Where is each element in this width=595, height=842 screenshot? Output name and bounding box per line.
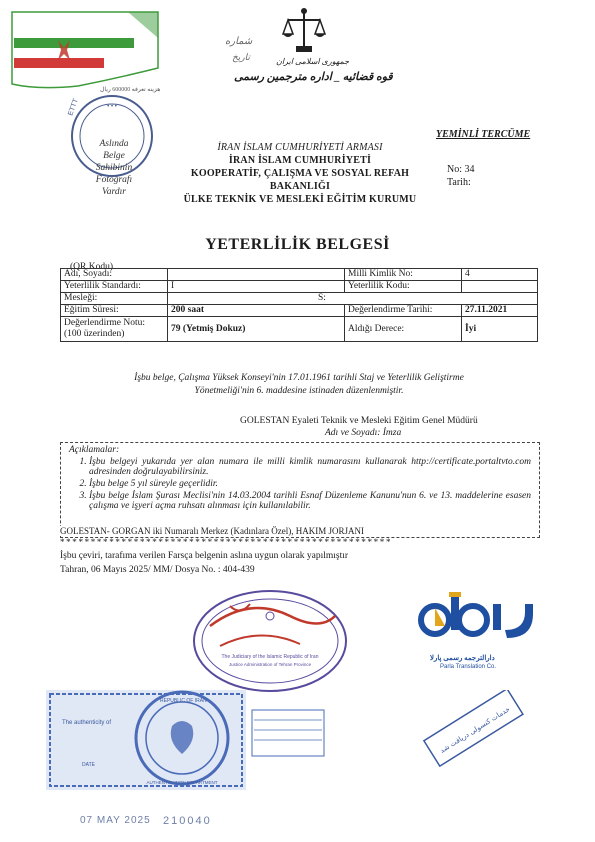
header-line-1: İRAN İSLAM CUMHURİYETİ ARMASI	[217, 142, 383, 153]
parla-logo-english: Parla Translation Co.	[440, 664, 497, 670]
director-line-1: GOLESTAN Eyaleti Teknik ve Mesleki Eğitim Genel Müdürü	[240, 416, 478, 426]
photo-stamp-line4: Fotoğrafı	[95, 175, 133, 185]
national-id-label: Milli Kimlik No:	[345, 269, 462, 281]
mfa-stamp-line1: The authenticity of	[62, 720, 112, 726]
persian-fee-label: هزینه تعرفه 600000 ریال	[100, 87, 161, 93]
consular-fee-text: خدمات کنسولی دریافت شد	[438, 705, 512, 755]
qualification-standard-value: I	[168, 281, 345, 293]
statement-line-1: İşbu belge, Çalışma Yüksek Konseyi'nin 17.01.1961 tarihli Staj ve Yeterlilik Geliştirme	[134, 373, 464, 383]
evaluation-date-label: Değerlendirme Tarihi:	[345, 305, 462, 317]
mfa-authentication-stamp	[42, 686, 332, 796]
bottom-date-stamp: 07 MAY 2025	[80, 815, 151, 826]
occupation-value: S:	[168, 293, 538, 305]
training-duration-value: 200 saat	[168, 305, 345, 317]
parla-logo-subtitle: دارالترجمه رسمی پارلا	[430, 654, 495, 662]
explanation-item: 2. İşbu belge 5 yıl süreyle geçerlidir.	[89, 479, 539, 489]
explanation-item: 3. İşbu belge İslam Şurası Meclisi'nin 14.03.2004 tarihli Esnaf Düzenleme Kanunu'nun 6. ve 13. maddelerine esasen çalışma ve işyeri açma ruhsatı alınması için kullanılabilir.	[89, 491, 539, 511]
qualification-code-label: Yeterlilik Kodu:	[345, 281, 462, 293]
header-line-4: BAKANLIĞI	[269, 181, 331, 192]
photo-stamp-line1: Aslında	[99, 139, 129, 149]
photo-stamp-line5: Vardır	[102, 187, 126, 197]
judiciary-seal-stamp	[190, 586, 350, 696]
consular-fee-stamp	[420, 690, 530, 770]
evaluation-score-value: 79 (Yetmiş Dokuz)	[168, 317, 345, 342]
document-date: Tarih:	[447, 177, 471, 188]
explanations-list	[61, 457, 539, 511]
golestan-center-line: GOLESTAN- GORGAN iki Numaralı Merkez (Kadınlara Özel), HAKIM JORJANI	[60, 526, 368, 536]
explanation-item: 1. İşbu belgeyi yukarıda yer alan numara ile milli kimlik numarasını kullanarak http://certificate.portaltvto.com adresinden doğrulayabilirsiniz.	[89, 457, 539, 477]
photo-stamp-text	[84, 138, 144, 198]
table-row	[61, 317, 538, 342]
header-line-3: KOOPERATİF, ÇALIŞMA VE SOSYAL REFAH	[190, 168, 410, 179]
director-line-2: Adı ve Soyadı: İmza	[325, 428, 402, 438]
judiciary-stamp-line1: The Judiciary of the Islamic Republic of Iran	[221, 654, 319, 660]
evaluation-date-value: 27.11.2021	[462, 305, 538, 317]
sworn-translation-label: YEMİNLİ TERCÜME	[436, 129, 531, 140]
table-row	[61, 269, 538, 281]
svg-text:ETTT: ETTT	[67, 97, 80, 117]
bottom-number-stamp: 210040	[163, 815, 212, 827]
header-line-5: ÜLKE TEKNİK VE MESLEKİ EĞİTİM KURUMU	[183, 194, 417, 205]
certificate-info-table	[60, 268, 538, 342]
name-value	[168, 269, 345, 281]
occupation-label: Mesleği:	[61, 293, 168, 305]
qualification-code-value	[462, 281, 538, 293]
table-row	[61, 281, 538, 293]
national-id-value: 4	[462, 269, 538, 281]
grade-value: İyi	[462, 317, 538, 342]
training-duration-label: Eğitim Süresi:	[61, 305, 168, 317]
persian-date-label: تاریخ	[232, 52, 250, 62]
judiciary-stamp-line2: Justice Administration of Tehran Province	[228, 662, 312, 667]
table-row	[61, 305, 538, 317]
explanations-label: Açıklamalar:	[69, 445, 120, 455]
photo-stamp-line2: Belge	[103, 151, 125, 161]
qualification-standard-label: Yeterlilik Standardı:	[61, 281, 168, 293]
stars-divider: * * * * * * * * * * * * * * * * * * * * * * * * * * * * * * * * * * * * * * * * * * * * * * * * * * * * * *	[60, 537, 391, 547]
scales-of-justice-icon	[282, 6, 326, 56]
persian-judiciary-label: قوه قضائیه _ اداره مترجمین رسمی	[234, 71, 393, 83]
evaluation-score-label	[61, 317, 168, 342]
grade-label: Aldığı Derece:	[345, 317, 462, 342]
photo-stamp-line3: Sahibinin	[95, 163, 133, 173]
svg-text:• • •: • • •	[107, 104, 117, 110]
page-title: YETERLİLİK BELGESİ	[205, 236, 390, 253]
translation-note: İşbu çeviri, tarafıma verilen Farsça belgenin aslına uygun olarak yapılmıştır	[60, 551, 349, 561]
explanations-box	[60, 442, 540, 538]
mfa-stamp-line4: DATE	[82, 762, 95, 768]
evaluation-score-label-sub: (100 üzerinden)	[64, 329, 125, 339]
qr-code-label: (QR Kodu)	[70, 262, 114, 272]
persian-no-label: شماره	[225, 36, 253, 47]
evaluation-score-label-main: Değerlendirme Notu:	[64, 318, 145, 328]
mfa-stamp-line3: AUTHENTICATION DEPARTMENT	[146, 780, 218, 785]
name-label: Adı, Soyadı:	[61, 269, 168, 281]
table-row	[61, 293, 538, 305]
header-line-2: İRAN İSLAM CUMHURİYETİ	[228, 155, 372, 166]
tahran-line: Tahran, 06 Mayıs 2025/ MM/ Dosya No. : 404-439	[60, 565, 255, 575]
persian-republic-label: جمهوری اسلامی ایران	[276, 57, 350, 66]
document-number: No: 34	[447, 164, 475, 175]
mfa-stamp-line2: REPUBLIC OF IRAN	[160, 698, 207, 704]
iran-flag-emblem	[8, 8, 168, 90]
statement-line-2: Yönetmeliği'nin 6. maddesine istinaden düzenlenmiştir.	[194, 386, 404, 396]
